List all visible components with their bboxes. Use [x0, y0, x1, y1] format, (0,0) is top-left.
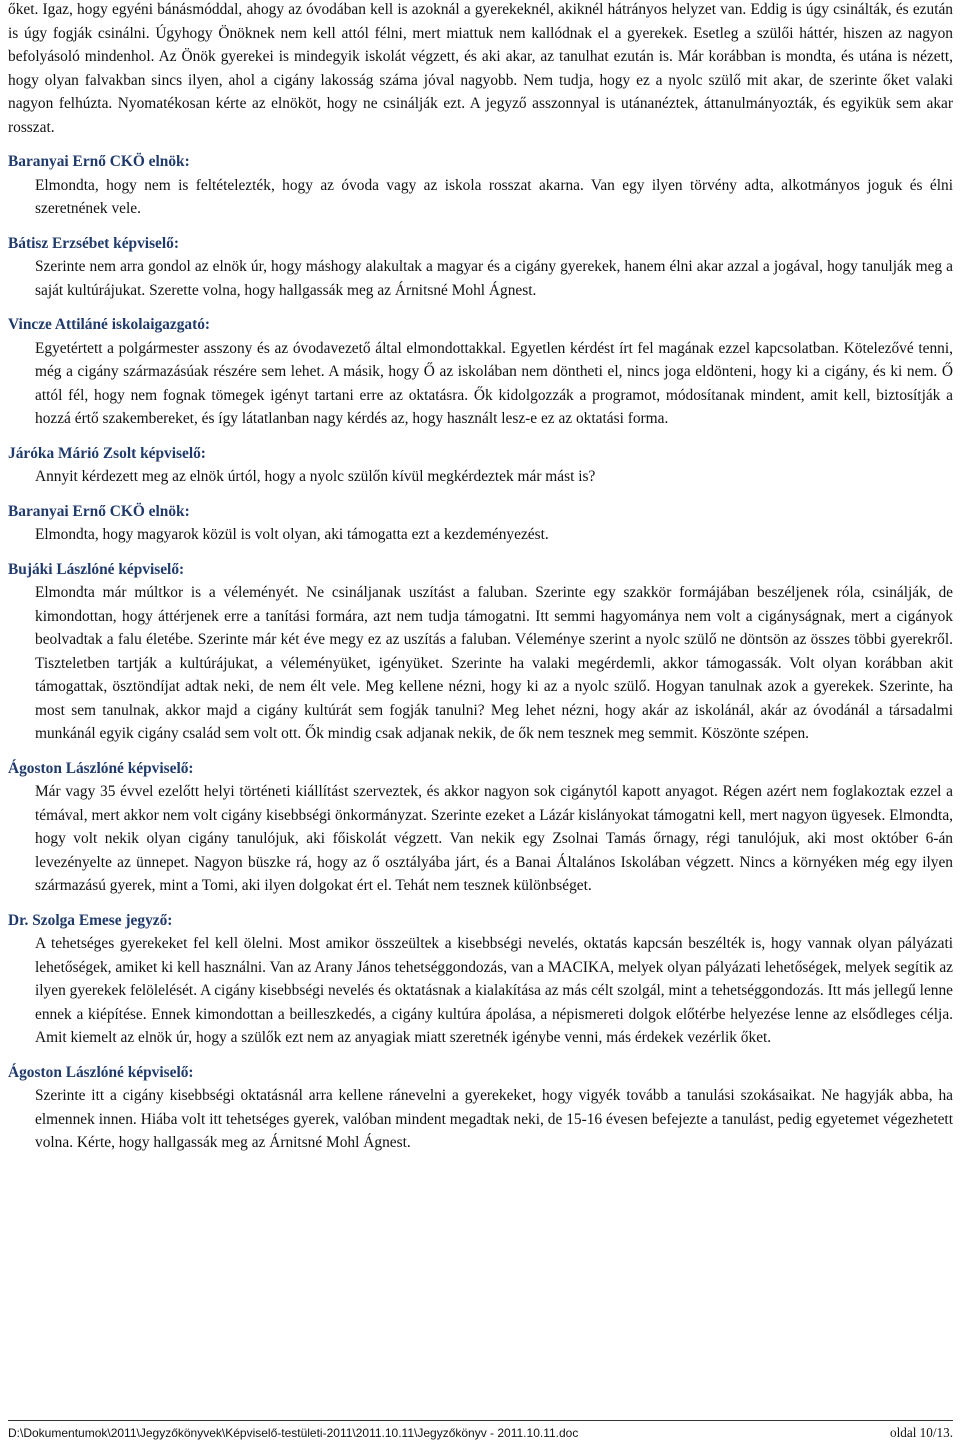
speaker-text: Már vagy 35 évvel ezelőtt helyi történeti kiállítást szerveztek, és akkor nagyon sok cigánytól kapott anyagot. Régen azért nem foglakoztak ezzel a témával, mert akkor nem volt cigány kisebbségi önkormányzat. Szerinte ezeket a Lázár kislányokat támogatni kell, mert nagyon ügyesek. Elmondta, hogy volt nekik olyan cigány tanulójuk, aki főiskolát végzett. Van nekik egy Zsolnai Tamás őrnagy, régi tanulójuk, aki most október 6-án levezényelte az ünnepet. Nagyon büszke rá, hogy az ő osztályába járt, és a Banai Általános Iskolában végzett. Nincs a környéken még egy ilyen származású gyerek, mint a Tomi, aki ilyen dolgokat ért el. Tehát nem tesznek különbséget.: [35, 783, 953, 894]
speaker-name: Ágoston Lászlóné képviselő:: [8, 1063, 194, 1081]
speaker-section: [8, 313, 953, 431]
speaker-section: [8, 232, 953, 303]
speaker-text: Elmondta már múltkor is a véleményét. Ne csináljanak uszítást a faluban. Szerinte egy szakkör formájában beszéljenek róla, csinálják, de kimondottan, hogy áttérjenek erre a tanítási formára, azt nem tudja támogatni. Itt semmi hagyománya nem volt a cigányságnak, mert a cigányok beolvadtak a falu életébe. Szerinte már két éve megy ez az uszítás a faluban. Véleménye szerint a nyolc szülő ne döntsön az összes többi gyerekről. Tiszteletben tartják a kultúrájukat, a véleményüket, igényüket. Szerinte ha valaki megérdemli, akkor támogassák. Volt olyan korábban akit támogattak, ösztöndíjat adtak neki, de nem élt vele. Meg kellene nézni, hogy ki az a nyolc szülő. Hogyan tanulnak azok a gyerekek. Szerinte, ha most sem tanulnak, akkor majd a cigány kultúrát sem fogják tanulni? Meg lehet nézni, hogy akár az iskolánál, akár az óvodánál a társadalmi munkánál egyik cigány család sem volt ott. Ők mindig csak adjanak nekik, de ők nem tesznek meg semmit. Köszönte szépen.: [35, 584, 953, 742]
speaker-text: A tehetséges gyerekeket fel kell ölelni. Most amikor összeültek a kisebbségi nevelés, oktatás kapcsán beszélték is, hogy vannak olyan pályázati lehetőségek, amiket ki kell használni. Van az Arany János tehetséggondozás, van a MACIKA, melyek olyan pályázati lehetőségek, melyek segítik az ilyen gyerekek felölelését. A cigány kisebbségi nevelés és oktatásnak a kialakítása az más célt szolgál, mint a tehetséggondozás. Itt más jellegű lenne ennek a kiépítése. Ennek kimondottan a beilleszkedés, a cigány kultúra ápolása, a népismereti dolgok előtérbe helyezése lenne az elsődleges célja. Amit kiemelt az elnök úr, hogy a szülők ezt nem az anyagiak miatt szeretnék igénybe venni, más érdekek vezérlik őket.: [35, 935, 953, 1046]
speaker-name: Ágoston Lászlóné képviselő:: [8, 759, 194, 777]
speaker-name: Járóka Márió Zsolt képviselő:: [8, 444, 206, 462]
speaker-name: Vincze Attiláné iskolaigazgató:: [8, 316, 211, 333]
speaker-text: Szerinte itt a cigány kisebbségi oktatásnál arra kellene ránevelni a gyerekeket, hogy vigyék tovább a tanulási szokásaikat. Ne hagyják abba, ha elmennek innen. Hiába volt itt tehetséges gyerek, valóban mindent megadtak neki, de 15-16 évesen befejezte a tanulást, pedig egyetemet végezhetett volna. Kérte, hogy hallgassák meg az Árnitsné Mohl Ágnest.: [35, 1087, 953, 1151]
speaker-name: Baranyai Ernő CKÖ elnök:: [8, 153, 190, 170]
speaker-name: Bujáki Lászlóné képviselő:: [8, 560, 185, 578]
speaker-text: Elmondta, hogy nem is feltételezték, hogy az óvoda vagy az iskola rosszat akarna. Van egy ilyen törvény adta, alkotmányos joguk és élni szeretnének vele.: [35, 176, 953, 217]
speaker-name: Bátisz Erzsébet képviselő:: [8, 234, 179, 252]
speaker-text: Egyetértett a polgármester asszony és az óvodavezető által elmondottakkal. Egyetlen kérdést írt fel magának ezzel kapcsolatban. Kötelezővé tenni, még a cigány származásúak részére sem lehet. A másik, hogy Ő az iskolában nem döntheti el, nincs joga eldönteni, hogy ki a cigány, és ki nem. Ő attól fél, hogy nem fognak tömegek igényt tartani erre az oktatásra. Ők kidolgozzák a programot, módosítanak mindent, amit kell, biztosítják a hozzá értő szakembereket, és így látatlanban nagy kérdés az, hogy használt lesz-e ez az oktatási forma.: [35, 339, 953, 427]
speaker-section: [8, 442, 953, 489]
page-number: oldal 10/13.: [889, 1425, 953, 1440]
speaker-section: [8, 909, 953, 1050]
speaker-section: [8, 1061, 953, 1155]
speaker-section: [8, 757, 953, 898]
file-path: D:\Dokumentumok\2011\Jegyzőkönyvek\Képviselő-testületi-2011\2011.10.11\Jegyzőkönyv - 2011.10.11.doc: [8, 1426, 579, 1440]
speaker-text: Annyit kérdezett meg az elnök úrtól, hogy a nyolc szülőn kívül megkérdeztek már mást is?: [35, 468, 596, 485]
speaker-name: Dr. Szolga Emese jegyző:: [8, 911, 173, 929]
intro-paragraph: őket. Igaz, hogy egyéni bánásmóddal, ahogy az óvodában kell is azoknál a gyerekeknél, akiknél hátrányos helyzet van. Eddig is úgy csinálták, és ezután is úgy fogják csinálni. Úgyhogy Önöknek nem kell attól félni, mert miattuk nem kallódnak el a gyerekek. Esetleg a szülői háttér, hiszen az nagyon befolyásoló mindenhol. Az Önök gyerekei is mindegyik iskolát végzett, és aki akar, az tanulhat ezután is. Már korábban is mondta, és utána is nézett, hogy olyan falvakban sincs ilyen, ahol a cigány lakosság száma jóval nagyobb. Nem tudja, hogy ez a nyolc szülő mit akar, de szerinte őket valaki nagyon felhúzta. Nyomatékosan kérte az elnököt, hogy ne csinálják ezt. A jegyző asszonnyal is utánanéztek, áttanulmányozták, és egyikük sem akar rosszat.: [8, 1, 953, 136]
speaker-name: Baranyai Ernő CKÖ elnök:: [8, 502, 190, 520]
speaker-text: Szerinte nem arra gondol az elnök úr, hogy máshogy alakultak a magyar és a cigány gyerekek, hanem élni akar azzal a jogával, hogy tanulják meg a saját kultúrájukat. Szerette volna, hogy hallgassák meg az Árnitsné Mohl Ágnest.: [35, 258, 953, 299]
speaker-text: Elmondta, hogy magyarok közül is volt olyan, aki támogatta ezt a kezdeményezést.: [35, 526, 549, 543]
speaker-section: [8, 558, 953, 746]
speaker-section: [8, 150, 953, 221]
page-footer: [8, 1420, 953, 1441]
speaker-section: [8, 500, 953, 547]
document-body: [8, 0, 953, 1155]
